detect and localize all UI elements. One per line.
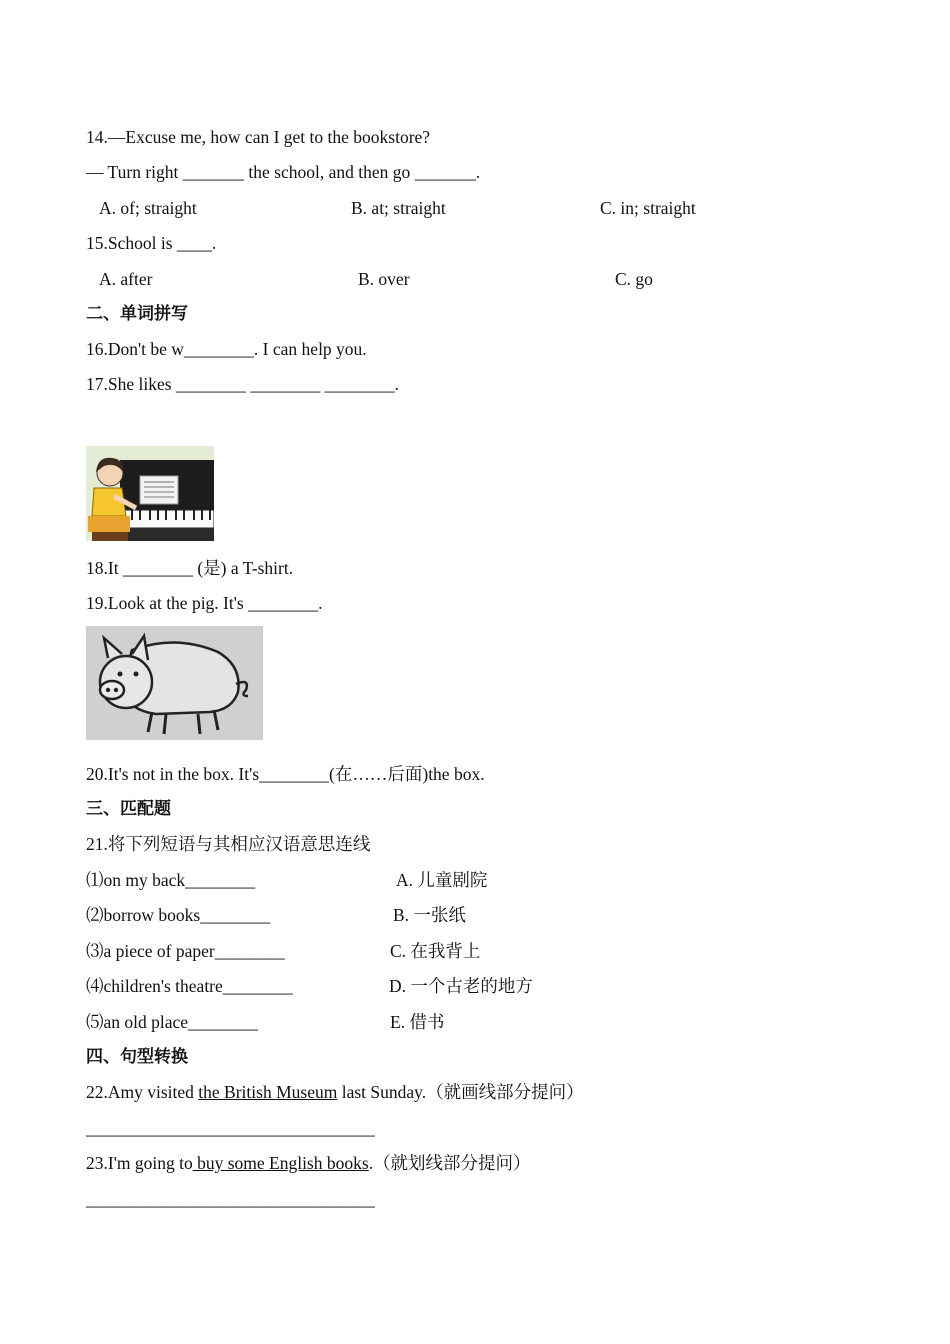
q23-text-after: .（就划线部分提问）	[368, 1153, 531, 1173]
q22-text-before: 22.Amy visited	[86, 1082, 199, 1102]
q22-underlined-phrase: the British Museum	[198, 1082, 338, 1102]
pig-image	[86, 626, 263, 740]
section-3-heading: 三、匹配题	[86, 799, 171, 819]
q22-text-after: last Sunday.（就画线部分提问）	[337, 1082, 584, 1102]
q14-option-b: B. at; straight	[351, 198, 446, 218]
q21-right-item-c: C. 在我背上	[390, 941, 481, 961]
q23-text-before: 23.I'm going to	[86, 1153, 193, 1173]
q23-underlined-phrase: buy some English books	[192, 1153, 369, 1173]
q17-question: 17.She likes ________ ________ ________.	[86, 374, 400, 394]
q21-left-item-3: ⑶a piece of paper________	[86, 941, 285, 961]
q21-left-item-1: ⑴on my back________	[86, 870, 256, 890]
q15-option-c: C. go	[615, 269, 653, 289]
q14-option-a: A. of; straight	[99, 198, 197, 218]
q22-question	[86, 1081, 584, 1103]
q22-answer-line: _________________________________	[86, 1118, 375, 1138]
q16-question: 16.Don't be w________. I can help you.	[86, 339, 367, 359]
q21-left-item-5: ⑸an old place________	[86, 1012, 259, 1032]
q18-question: 18.It ________ (是) a T-shirt.	[86, 558, 294, 578]
q21-right-item-b: B. 一张纸	[393, 905, 466, 925]
q14-option-c: C. in; straight	[600, 198, 696, 218]
q20-question: 20.It's not in the box. It's________(在……后面)the box.	[86, 764, 485, 784]
section-4-heading: 四、句型转换	[86, 1047, 188, 1067]
q19-question: 19.Look at the pig. It's ________.	[86, 593, 323, 613]
q21-right-item-d: D. 一个古老的地方	[389, 976, 533, 996]
q21-instruction: 21.将下列短语与其相应汉语意思连线	[86, 834, 371, 854]
q15-option-a: A. after	[99, 269, 153, 289]
q15-question: 15.School is ____.	[86, 233, 217, 253]
section-2-heading: 二、单词拼写	[86, 304, 188, 324]
girl-playing-piano-image	[86, 446, 214, 541]
q14-answer-line: — Turn right _______ the school, and then go _______.	[86, 162, 481, 182]
q21-left-item-4: ⑷children's theatre________	[86, 976, 293, 996]
q15-option-b: B. over	[358, 269, 410, 289]
q14-question: 14.—Excuse me, how can I get to the bookstore?	[86, 127, 431, 147]
q21-left-item-2: ⑵borrow books________	[86, 905, 271, 925]
q21-right-item-a: A. 儿童剧院	[396, 870, 488, 890]
q23-answer-line: _________________________________	[86, 1189, 375, 1209]
q23-question	[86, 1152, 531, 1174]
q21-right-item-e: E. 借书	[390, 1012, 445, 1032]
